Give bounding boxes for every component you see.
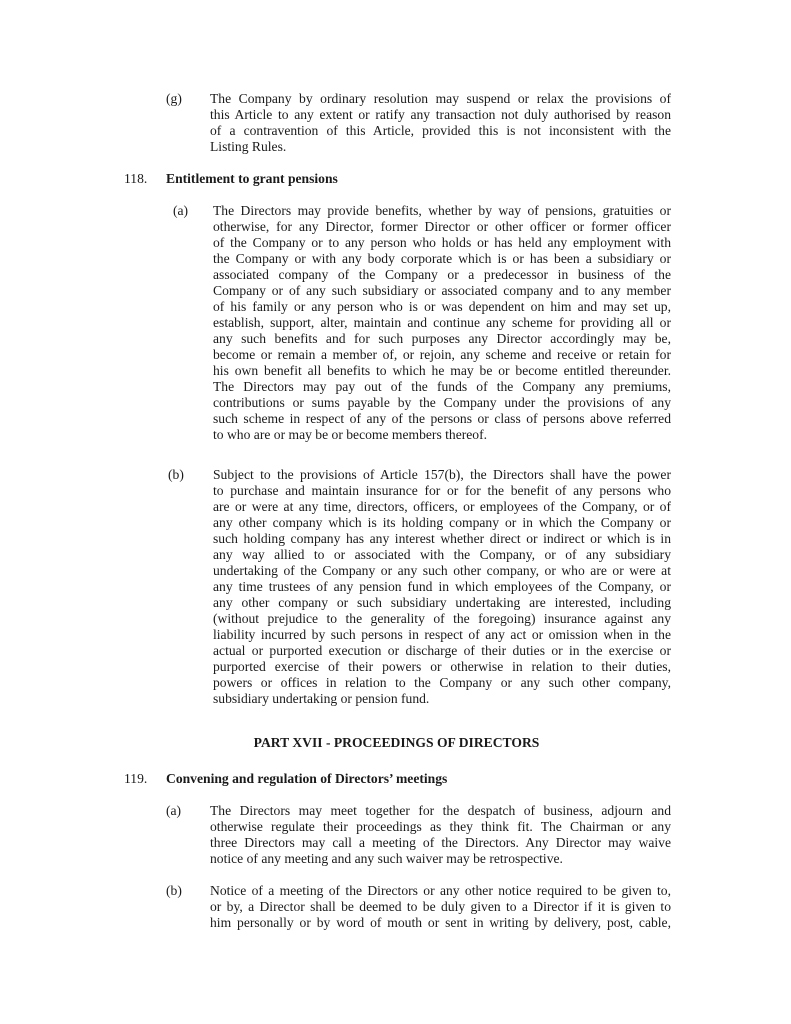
- clause-line: Subject to the provisions of Article 157(b), the Directors shall have the power: [213, 467, 671, 482]
- clause-line: any such benefits and for such purposes any Director accordingly may be,: [213, 331, 671, 346]
- clause-line: The Directors may provide benefits, whether by way of pensions, gratuities or: [213, 203, 671, 218]
- clause-line: purported exercise of their powers or otherwise in relation to their duties,: [213, 659, 671, 674]
- clause-line: Listing Rules.: [210, 139, 287, 154]
- part-title: [0, 735, 791, 751]
- clause-line: his own benefit all benefits to which he may be or become entitled thereunder.: [213, 363, 671, 378]
- clause-line: liability incurred by such persons in respect of any act or omission when in the: [213, 627, 671, 642]
- clause-label: (a): [166, 803, 182, 818]
- clause-line: otherwise, for any Director, former Director or other officer or former officer: [213, 219, 671, 234]
- clause-line: this Article to any extent or ratify any transaction not duly authorised by reason: [210, 107, 671, 122]
- clause-line: actual or purported execution or discharge of their duties or in the exercise or: [213, 643, 671, 658]
- clause-line: establish, support, alter, maintain and continue any scheme for providing all or: [213, 315, 671, 330]
- clause-line: The Company by ordinary resolution may suspend or relax the provisions of: [210, 91, 671, 106]
- clause-line: become or remain a member of, or rejoin, any scheme and receive or retain for: [213, 347, 671, 362]
- clause-line: are or were at any time, directors, officers, or employees of the Company, or of: [213, 499, 671, 514]
- clause-line: Company or of any such subsidiary or associated company and to any member: [213, 283, 671, 298]
- clause-line: of the Company or to any person who holds or has held any employment with: [213, 235, 671, 250]
- clause-line: to who are or may be or become members thereof.: [213, 427, 488, 442]
- clause-line: any other company which is its holding company or in which the Company or: [213, 515, 671, 530]
- clause-line: three Directors may call a meeting of the Directors. Any Director may waive: [210, 835, 671, 850]
- part-title-text: PART XVII - PROCEEDINGS OF DIRECTORS: [253, 735, 540, 750]
- clause-line: subsidiary undertaking or pension fund.: [213, 691, 430, 706]
- clause-line: undertaking of the Company or any such other company, or who are or were at: [213, 563, 671, 578]
- article-number: 118.: [124, 171, 148, 186]
- clause-line: to purchase and maintain insurance for or for the benefit of any persons who: [213, 483, 671, 498]
- clause-line: (without prejudice to the generality of the foregoing) insurance against any: [213, 611, 671, 626]
- clause-line: The Directors may meet together for the despatch of business, adjourn and: [210, 803, 671, 818]
- clause-line: associated company of the Company or a predecessor in business of the: [213, 267, 671, 282]
- clause-line: such scheme in respect of any of the persons or class of persons above referred: [213, 411, 671, 426]
- clause-label: (g): [166, 91, 182, 106]
- clause-label: (b): [166, 883, 182, 898]
- article-number: 119.: [124, 771, 148, 786]
- clause-line: any other company or such subsidiary undertaking are interested, including: [213, 595, 671, 610]
- clause-line: otherwise regulate their proceedings as they think fit. The Chairman or any: [210, 819, 671, 834]
- clause-line: contributions or sums payable by the Company under the provisions of any: [213, 395, 671, 410]
- clause-line: or by, a Director shall be deemed to be duly given to a Director if it is given to: [210, 899, 671, 914]
- clause-line: any time trustees of any pension fund in which employees of the Company, or: [213, 579, 671, 594]
- clause-line: notice of any meeting and any such waiver may be retrospective.: [210, 851, 563, 866]
- clause-line: any way allied to or associated with the Company, or of any subsidiary: [213, 547, 671, 562]
- clause-line: of his family or any person who is or was dependent on him and may set up,: [213, 299, 671, 314]
- clause-line: the Company or with any body corporate which is or has been a subsidiary or: [213, 251, 671, 266]
- clause-line: such holding company has any interest whether direct or indirect or which is in: [213, 531, 671, 546]
- clause-label: (b): [168, 467, 184, 482]
- article-heading: Convening and regulation of Directors’ meetings: [166, 771, 448, 786]
- clause-line: of a contravention of this Article, provided this is not inconsistent with the: [210, 123, 671, 138]
- clause-line: him personally or by word of mouth or sent in writing by delivery, post, cable,: [210, 915, 671, 930]
- clause-line: powers or offices in relation to the Company or any such other company,: [213, 675, 671, 690]
- clause-line: Notice of a meeting of the Directors or any other notice required to be given to,: [210, 883, 671, 898]
- article-heading: Entitlement to grant pensions: [166, 171, 338, 186]
- clause-line: The Directors may pay out of the funds of the Company any premiums,: [213, 379, 671, 394]
- clause-label: (a): [173, 203, 189, 218]
